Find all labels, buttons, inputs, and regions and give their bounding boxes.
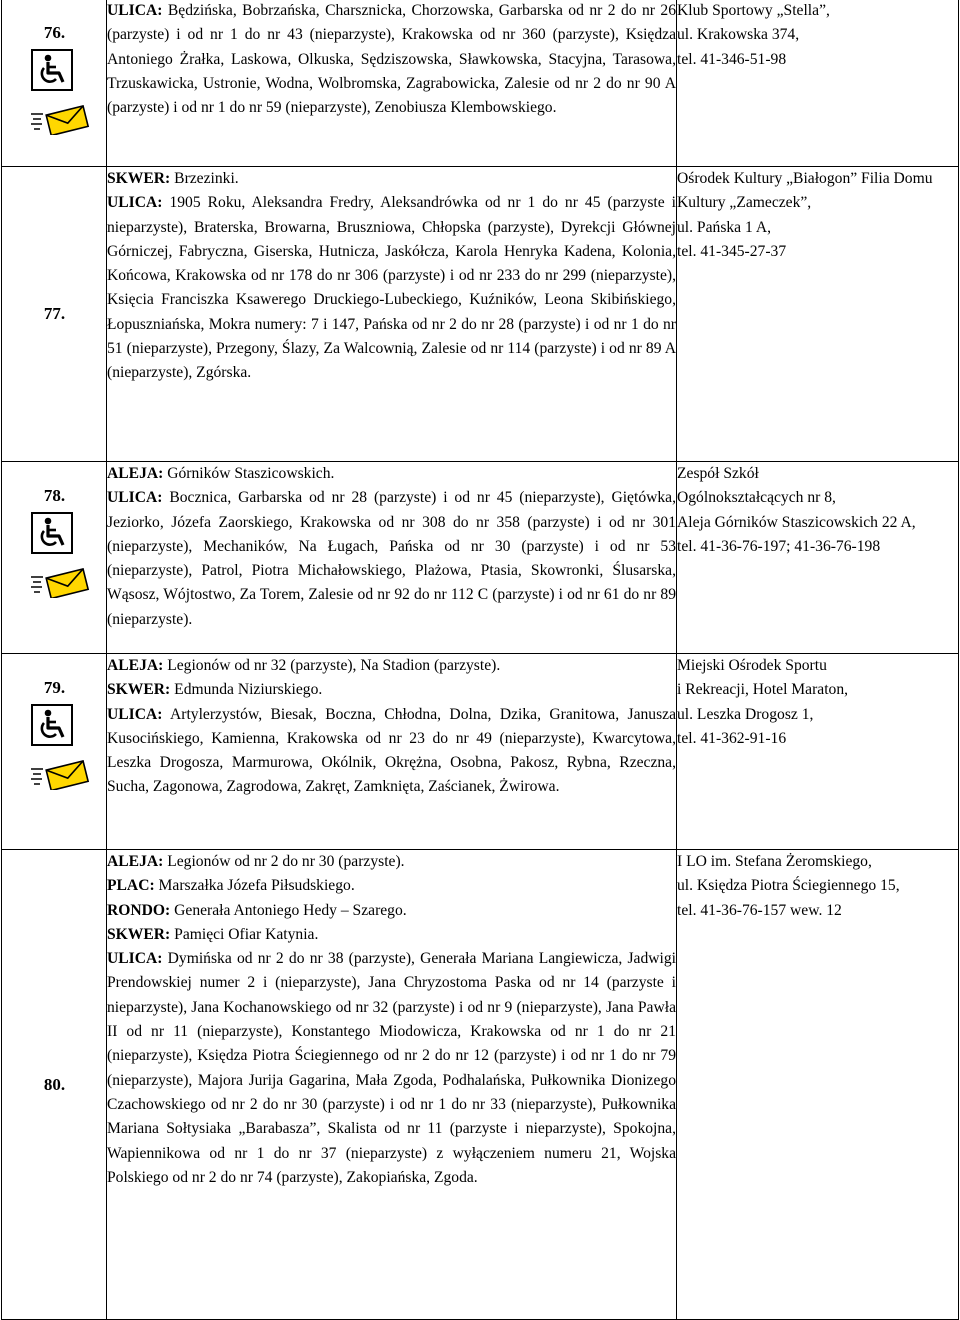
street-list: Legionów od nr 2 do nr 30 (parzyste). xyxy=(163,853,405,870)
polling-place-address: ul. Pańska 1 A, xyxy=(677,218,771,236)
polling-place-cell xyxy=(677,654,959,850)
table-row xyxy=(2,850,959,1320)
postal-voting-envelope-icon xyxy=(30,105,90,135)
street-type-label: RONDO: xyxy=(107,901,171,919)
street-list: Będzińska, Bobrzańska, Charsznicka, Chorzowska, Garbarska od nr 2 do nr 26 (parzyste) i od nr 1 do nr 43 (nieparzyste), Krakowska od nr 360 (parzyste), Księdza Antoniego Żrałka, Laskowa, Olkuska, Sędziszowska, Sławkowska, Stacyjna, Tarasowa, Trzuskawicka, Ustronie, Wodna, Wolbromska, Zagrabowicka, Zalesie od nr 2 do nr 90 A (parzyste) i od nr 1 do nr 59 (nieparzyste), Zenobiusza Klembowskiego. xyxy=(107,2,676,117)
district-number-cell xyxy=(2,0,107,167)
polling-place-name: Klub Sportowy „Stella”, xyxy=(677,2,830,19)
district-number-cell xyxy=(2,654,107,850)
polling-place-name: Miejski Ośrodek Sportu xyxy=(677,657,827,674)
street-type-label: PLAC: xyxy=(107,877,155,895)
polling-place-cell xyxy=(677,850,959,1320)
streets-cell xyxy=(107,850,677,1320)
street-list: Generała Antoniego Hedy – Szarego. xyxy=(170,901,407,919)
street-type-label: ULICA: xyxy=(107,950,163,968)
polling-place-cell xyxy=(677,0,959,167)
polling-place-name-line2: Ogólnokształcących nr 8, xyxy=(677,489,836,507)
polling-place-phone: tel. 41-36-76-157 wew. 12 xyxy=(677,901,842,919)
polling-place-name: Zespół Szkół xyxy=(677,465,759,482)
street-type-label: ULICA: xyxy=(107,489,163,507)
wheelchair-accessible-icon xyxy=(31,49,73,91)
district-number: 77. xyxy=(43,304,66,323)
voting-districts-table xyxy=(1,0,959,1320)
polling-place-phone: tel. 41-36-76-197; 41-36-76-198 xyxy=(677,537,881,555)
street-type-label: ULICA: xyxy=(107,705,163,723)
street-type-label: SKWER: xyxy=(107,681,171,699)
polling-place-address: ul. Leszka Drogosz 1, xyxy=(677,705,814,723)
street-list: Górników Staszicowskich. xyxy=(163,465,335,482)
polling-place-phone: tel. 41-345-27-37 xyxy=(677,242,787,260)
district-number-cell xyxy=(2,850,107,1320)
street-list: Artylerzystów, Biesak, Boczna, Chłodna, Dolna, Dzika, Granitowa, Janusza Kusocińskiego, Kamienna, Krakowska od nr 23 do nr 49 (nieparzyste), Kwarcytowa, Leszka Drogosza, Marmurowa, Okólnik, Okrężna, Osobna, Pakosz, Rybna, Rzeczna, Sucha, Zagonowa, Zagrodowa, Zakręt, Zamknięta, Zaścianek, Żwirowa. xyxy=(107,705,676,796)
polling-place-phone: tel. 41-346-51-98 xyxy=(677,50,787,68)
streets-cell xyxy=(107,462,677,654)
district-number: 80. xyxy=(43,1074,66,1094)
district-number: 76. xyxy=(43,23,66,42)
district-number: 78. xyxy=(43,486,66,505)
street-type-label: ALEJA: xyxy=(107,853,164,870)
street-type-label: SKWER: xyxy=(107,925,171,943)
street-list: Legionów od nr 32 (parzyste), Na Stadion (parzyste). xyxy=(163,657,501,674)
polling-place-phone: tel. 41-362-91-16 xyxy=(677,729,787,747)
streets-cell xyxy=(107,654,677,850)
polling-place-cell xyxy=(677,167,959,462)
table-row xyxy=(2,0,959,167)
street-list: Pamięci Ofiar Katynia. xyxy=(170,925,319,943)
streets-cell xyxy=(107,167,677,462)
polling-place-address: ul. Księdza Piotra Ściegiennego 15, xyxy=(677,877,900,895)
district-number: 79. xyxy=(43,678,66,697)
streets-cell xyxy=(107,0,677,167)
street-list: Dymińska od nr 2 do nr 38 (parzyste), Generała Mariana Langiewicza, Jadwigi Prendowskiej numer 2 i (nieparzyste), Jana Chryzostoma Paska od nr 14 (parzyste i nieparzyste), Jana Kochanowskiego od nr 32 (parzyste) i od nr 9 (nieparzyste), Jana Pawła II od nr 11 (nieparzyste), Konstantego Miodowicza, Krakowska od nr 1 do nr 21 (nieparzyste), Księdza Piotra Ściegiennego od nr 2 do nr 12 (parzyste) i od nr 1 do nr 79 (nieparzyste), Majora Jurija Gagarina, Mała Zgoda, Podhalańska, Pułkownika Dionizego Czachowskiego od nr 2 do nr 30 (parzyste) i od nr 1 do nr 33 (nieparzyste), Pułkownika Mariana Sołtysiaka „Barabasza”, Skalista od nr 11 (parzyste i nieparzyste), Spokojna, Wapiennikowa od nr 1 do nr 37 (nieparzyste) z wyłączeniem numeru 21, Wojska Polskiego od nr 2 do nr 74 (parzyste), Zakopiańska, Zgoda. xyxy=(107,950,676,1186)
street-type-label: ULICA: xyxy=(107,194,163,212)
table-row xyxy=(2,167,959,462)
polling-place-address: ul. Krakowska 374, xyxy=(677,26,800,44)
street-list: Bocznica, Garbarska od nr 28 (parzyste) i od nr 45 (nieparzyste), Giętówka, Jeziorko, Józefa Zaorskiego, Krakowska od nr 308 do nr 358 (parzyste) i od nr 301 (nieparzyste), Mechaników, Na Ługach, Pańska od nr 30 (parzyste) i od nr 53 (nieparzyste), Patrol, Piotra Michałowskiego, Plażowa, Ptasia, Skowronki, Ślusarska, Wąsosz, Wójtostwo, Za Torem, Zalesie od nr 92 do nr 112 C (parzyste) i od nr 61 do nr 89 (nieparzyste). xyxy=(107,489,676,628)
street-list: Marszałka Józefa Piłsudskiego. xyxy=(154,877,355,895)
polling-place-address: Aleja Górników Staszicowskich 22 A, xyxy=(677,513,916,531)
street-list: Edmunda Niziurskiego. xyxy=(170,681,323,699)
street-list: Brzezinki. xyxy=(170,170,239,187)
polling-place-name-line2: i Rekreacji, Hotel Maraton, xyxy=(677,681,849,699)
street-type-label: ALEJA: xyxy=(107,465,164,482)
table-row xyxy=(2,654,959,850)
district-number-cell xyxy=(2,462,107,654)
postal-voting-envelope-icon xyxy=(30,760,90,790)
street-type-label: ULICA: xyxy=(107,2,163,19)
street-type-label: SKWER: xyxy=(107,170,171,187)
polling-place-name: Ośrodek Kultury „Białogon” Filia Domu Kultury „Zameczek”, xyxy=(677,170,933,212)
district-number-cell xyxy=(2,167,107,462)
postal-voting-envelope-icon xyxy=(30,568,90,598)
polling-place-name: I LO im. Stefana Żeromskiego, xyxy=(677,853,872,870)
table-row xyxy=(2,462,959,654)
polling-place-cell xyxy=(677,462,959,654)
street-type-label: ALEJA: xyxy=(107,657,164,674)
street-list: 1905 Roku, Aleksandra Fredry, Aleksandrówka od nr 1 do nr 45 (parzyste i nieparzyste), Braterska, Browarna, Bruszniowa, Chłopska (parzyste), Dyrekcji Głównej Górniczej, Fabryczna, Giserska, Hutnicza, Jaskółcza, Karola Henryka Kadena, Kolonia, Końcowa, Krakowska od nr 178 do nr 306 (parzyste) i od nr 233 do nr 299 (nieparzyste), Księcia Franciszka Ksawerego Druckiego-Lubeckiego, Kuźników, Leona Skibińskiego, Łopuszniańska, Mokra numery: 7 i 147, Pańska od nr 2 do nr 28 (parzyste) i od nr 1 do nr 51 (nieparzyste), Przegony, Ślazy, Za Walcownią, Zalesie od nr 114 (parzyste) i od nr 89 A (nieparzyste), Zgórska. xyxy=(107,194,676,382)
wheelchair-accessible-icon xyxy=(31,512,73,554)
wheelchair-accessible-icon xyxy=(31,704,73,746)
